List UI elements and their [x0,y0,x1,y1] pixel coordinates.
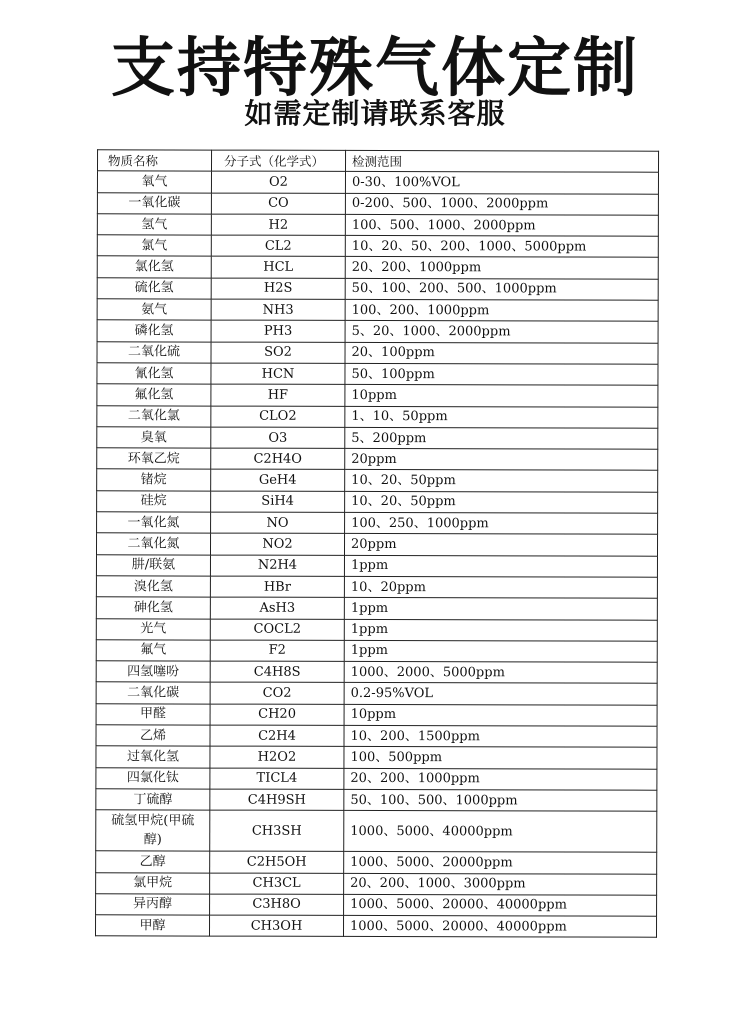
cell-formula: F2 [210,640,344,662]
cell-detection-range: 1ppm [344,619,657,641]
table-row [97,235,658,258]
cell-formula: NO2 [210,533,344,555]
cell-formula: SO2 [211,342,345,364]
cell-detection-range: 100、500ppm [344,747,657,769]
cell-detection-range: 10ppm [345,385,658,407]
table-row [97,192,658,215]
cell-detection-range: 50、100ppm [345,363,658,385]
column-header-formula: 分子式（化学式） [211,150,345,172]
cell-substance-name: 一氧化碳 [97,192,211,214]
table-row [97,341,658,364]
cell-formula: TICL4 [210,768,344,790]
cell-formula: CO2 [210,682,344,704]
table-row [96,682,657,705]
cell-substance-name: 硫氢甲烷(甲硫醇) [96,810,210,851]
cell-formula: PH3 [211,320,345,342]
cell-substance-name: 氯气 [97,235,211,257]
cell-formula: N2H4 [210,555,344,577]
cell-substance-name: 臭氧 [97,427,211,449]
cell-detection-range: 10ppm [344,704,657,726]
cell-substance-name: 硅烷 [97,491,211,513]
table-row [96,661,657,684]
gas-table-sheet [95,149,659,956]
cell-detection-range: 20、200、1000、3000ppm [344,873,657,895]
cell-formula: NH3 [211,299,345,321]
cell-substance-name: 甲醛 [96,703,210,725]
cell-formula: COCL2 [210,619,344,641]
table-header-row [97,150,658,173]
cell-formula: H2 [211,214,345,236]
page-title: 支持特殊气体定制 [111,32,639,106]
cell-detection-range: 10、20、50ppm [345,470,658,492]
cell-formula: C3H8O [210,894,344,916]
cell-formula: SiH4 [211,491,345,513]
cell-formula: C2H4 [210,725,344,747]
table-body [95,171,658,938]
cell-detection-range: 20ppm [345,449,658,471]
cell-detection-range: 1000、5000、20000、40000ppm [343,916,656,938]
cell-detection-range: 0.2-95%VOL [344,683,657,705]
cell-detection-range: 20、200、1000ppm [344,768,657,790]
cell-detection-range: 5、200ppm [345,427,658,449]
table-row [97,512,658,535]
table-row [97,384,658,407]
cell-substance-name: 二氧化碳 [96,682,210,704]
table-row [96,872,657,895]
table-row [96,618,657,641]
cell-detection-range: 100、500、1000、2000ppm [345,214,658,236]
table-row [97,278,658,301]
cell-formula: CH3CL [210,873,344,895]
cell-substance-name: 四氢噻吩 [96,661,210,683]
cell-detection-range: 1ppm [344,598,657,620]
gas-detection-table [95,149,659,938]
table-row [96,554,657,577]
cell-detection-range: 1ppm [344,555,657,577]
cell-substance-name: 氟气 [96,640,210,662]
cell-formula: CH3OH [209,915,343,937]
cell-detection-range: 10、20、50、200、1000、5000ppm [345,236,658,258]
cell-formula: H2O2 [210,746,344,768]
table-row [95,915,656,938]
cell-detection-range: 1000、5000、40000ppm [344,811,657,853]
cell-formula: C2H5OH [210,851,344,873]
cell-formula: NO [211,512,345,534]
table-row [97,363,658,386]
cell-substance-name: 氨气 [97,299,211,321]
table-row [97,214,658,237]
column-header-range: 检测范围 [345,150,658,172]
cell-detection-range: 20、200、1000ppm [345,257,658,279]
cell-substance-name: 氯甲烷 [96,872,210,894]
table-row [96,533,657,556]
table-row [97,256,658,279]
cell-detection-range: 100、250、1000ppm [345,512,658,534]
cell-substance-name: 二氧化氯 [97,405,211,427]
cell-detection-range: 1ppm [344,640,657,662]
cell-formula: C4H8S [210,661,344,683]
table-row [96,767,657,790]
cell-substance-name: 砷化氢 [96,597,210,619]
cell-formula: GeH4 [211,470,345,492]
cell-detection-range: 50、100、200、500、1000ppm [345,278,658,300]
cell-substance-name: 氧气 [97,171,211,193]
table-row [96,851,657,874]
cell-formula: C2H4O [211,448,345,470]
cell-formula: CH3SH [210,810,344,851]
cell-formula: HBr [210,576,344,598]
table-row [97,320,658,343]
table-row [96,703,657,726]
cell-detection-range: 0-200、500、1000、2000ppm [345,193,658,215]
table-row [97,427,658,450]
table-row [97,491,658,514]
table-row [97,469,658,492]
cell-formula: CLO2 [211,406,345,428]
cell-detection-range: 100、200、1000ppm [345,299,658,321]
table-row [96,640,657,663]
cell-substance-name: 二氧化硫 [97,341,211,363]
cell-substance-name: 氢气 [97,214,211,236]
table-row [96,725,657,748]
cell-substance-name: 过氧化氢 [96,746,210,768]
table-row [97,448,658,471]
cell-substance-name: 氟化氢 [97,384,211,406]
cell-detection-range: 1000、5000、20000、40000ppm [344,894,657,916]
cell-detection-range: 1、10、50ppm [345,406,658,428]
cell-substance-name: 溴化氢 [96,576,210,598]
cell-substance-name: 锗烷 [97,469,211,491]
column-header-name: 物质名称 [97,150,211,172]
table-row [96,576,657,599]
table-row [96,894,657,917]
cell-substance-name: 磷化氢 [97,320,211,342]
cell-substance-name: 乙醇 [96,851,210,873]
cell-formula: AsH3 [210,597,344,619]
cell-formula: CL2 [211,235,345,257]
cell-detection-range: 1000、2000、5000ppm [344,662,657,684]
cell-substance-name: 硫化氢 [97,278,211,300]
cell-substance-name: 二氧化氮 [96,533,210,555]
cell-formula: C4H9SH [210,789,344,811]
cell-detection-range: 10、200、1500ppm [344,725,657,747]
cell-formula: CH20 [210,704,344,726]
cell-detection-range: 0-30、100%VOL [345,172,658,194]
table-row [97,299,658,322]
table-row [96,597,657,620]
cell-substance-name: 氯化氢 [97,256,211,278]
cell-substance-name: 异丙醇 [96,894,210,916]
cell-substance-name: 光气 [96,618,210,640]
table-row [96,746,657,769]
cell-formula: HCL [211,257,345,279]
cell-substance-name: 四氯化钛 [96,767,210,789]
cell-substance-name: 丁硫醇 [96,789,210,811]
cell-detection-range: 20ppm [344,534,657,556]
cell-substance-name: 一氧化氮 [97,512,211,534]
cell-detection-range: 20、100ppm [345,342,658,364]
cell-substance-name: 肼/联氨 [96,554,210,576]
cell-formula: CO [211,193,345,215]
cell-substance-name: 乙烯 [96,725,210,747]
table-row [97,405,658,428]
table-row [96,789,657,812]
cell-substance-name: 环氧乙烷 [97,448,211,470]
cell-formula: H2S [211,278,345,300]
cell-detection-range: 10、20ppm [344,576,657,598]
table-row [97,171,658,194]
table-row [96,810,657,852]
cell-detection-range: 1000、5000、20000ppm [344,852,657,874]
cell-formula: O2 [211,171,345,193]
cell-substance-name: 氰化氢 [97,363,211,385]
page-subtitle: 如需定制请联系客服 [244,97,506,130]
cell-formula: HCN [211,363,345,385]
cell-detection-range: 50、100、500、1000ppm [344,789,657,811]
cell-detection-range: 10、20、50ppm [345,491,658,513]
cell-formula: O3 [211,427,345,449]
cell-detection-range: 5、20、1000、2000ppm [345,321,658,343]
cell-substance-name: 甲醇 [95,915,209,937]
cell-formula: HF [211,384,345,406]
